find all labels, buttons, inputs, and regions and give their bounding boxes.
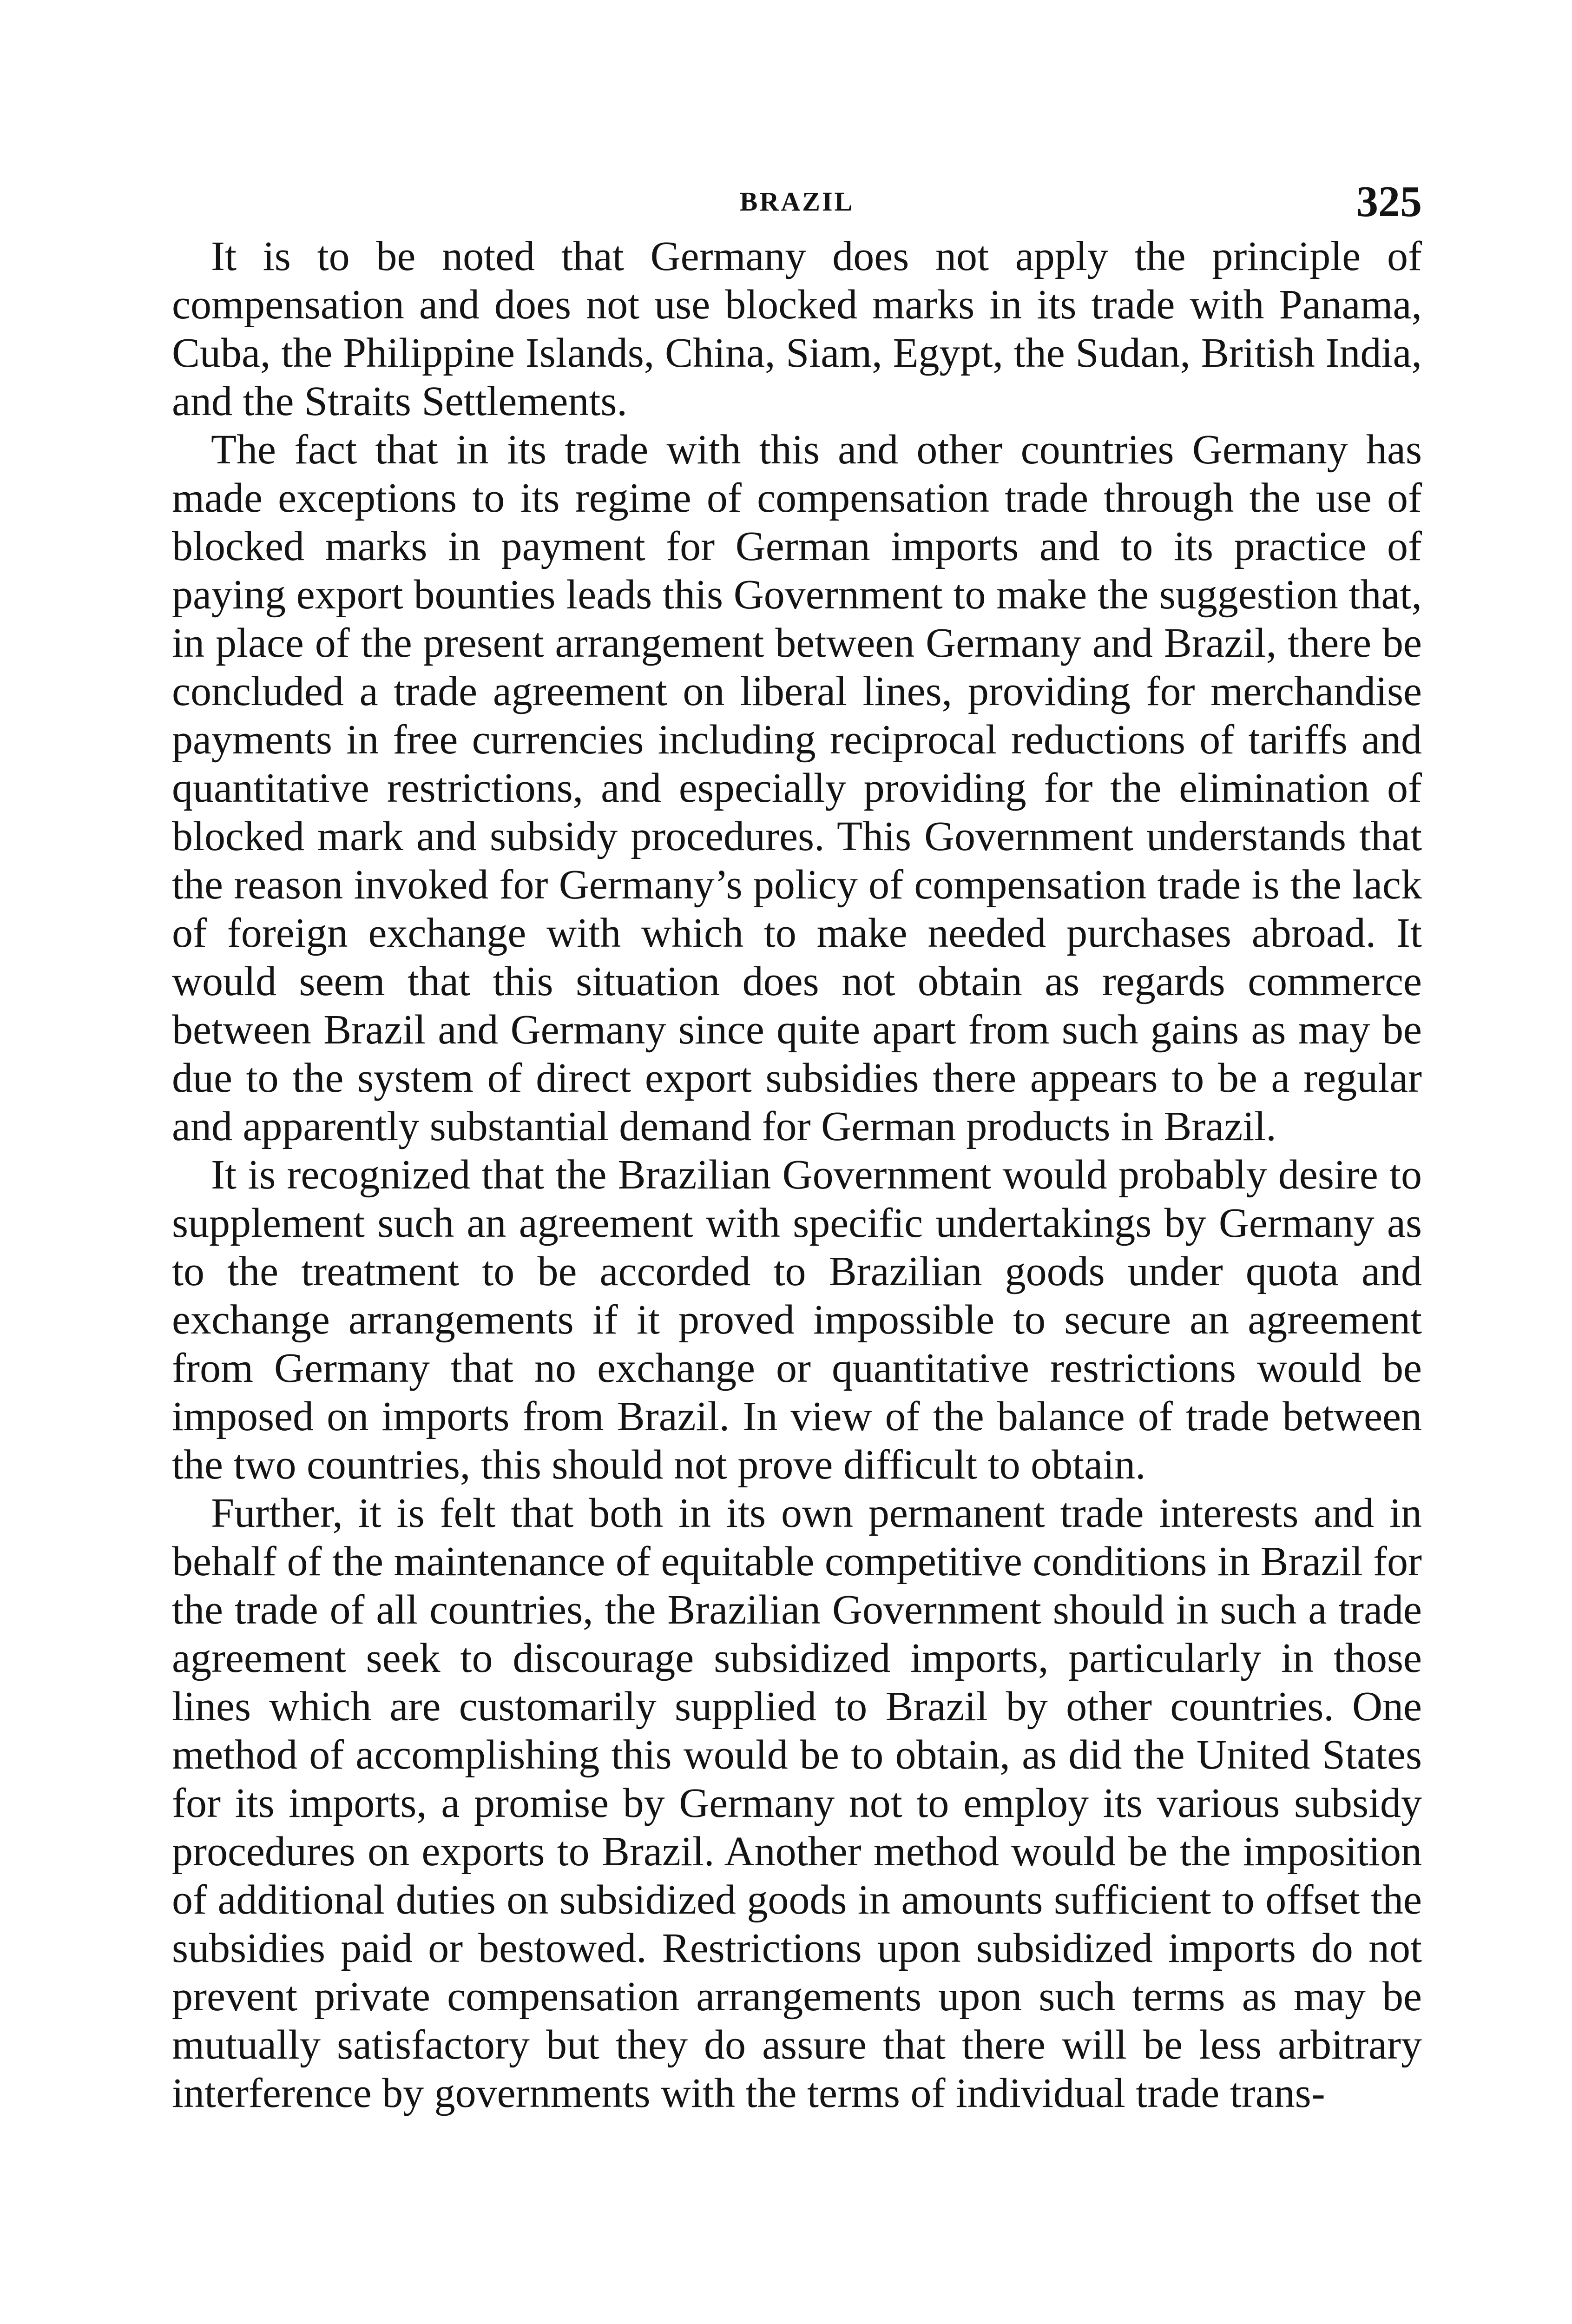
page-number: 325: [1356, 178, 1422, 226]
body-text: [172, 232, 1422, 2118]
running-header: [172, 177, 1422, 232]
paragraph-3: It is recognized that the Brazilian Government would probably desire to supplement such an agreement with specific undertakings by Germany as to the treatment to be accorded to Brazilian goods under quota and exchange arrangements if it proved impossible to secure an agreement from Germany that no exchange or quantitative restrictions would be imposed on imports from Brazil. In view of the balance of trade between the two countries, this should not prove difficult to obtain.: [172, 1152, 1422, 1488]
running-title: BRAZIL: [739, 186, 855, 217]
paragraph-4: Further, it is felt that both in its own permanent trade interests and in behalf of the maintenance of equitable competitive conditions in Brazil for the trade of all countries, the Brazilian Government should in such a trade agreement seek to discourage subsidized imports, particularly in those lines which are customarily supplied to Brazil by other countries. One method of accomplishing this would be to obtain, as did the United States for its imports, a promise by Germany not to employ its various subsidy procedures on exports to Brazil. Another method would be the imposition of additional duties on subsidized goods in amounts sufficient to offset the subsidies paid or bestowed. Restrictions upon subsidized imports do not prevent private compensation arrangements upon such terms as may be mutually satisfactory but they do assure that there will be less arbitrary interference by governments with the terms of individual trade trans-: [172, 1490, 1422, 2116]
document-page: [172, 177, 1422, 2118]
paragraph-2: The fact that in its trade with this and other countries Germany has made exceptions to its regime of compensation trade through the use of blocked marks in payment for German imports and to its practice of paying export bounties leads this Government to make the suggestion that, in place of the present arrangement between Germany and Brazil, there be concluded a trade agreement on liberal lines, providing for merchandise payments in free currencies including reciprocal reductions of tariffs and quantitative restrictions, and especially providing for the elimination of blocked mark and subsidy procedures. This Government understands that the reason invoked for Germany’s policy of compensation trade is the lack of foreign exchange with which to make needed purchases abroad. It would seem that this situation does not obtain as regards commerce between Brazil and Germany since quite apart from such gains as may be due to the system of direct export subsidies there appears to be a regular and apparently substantial demand for German products in Brazil.: [172, 427, 1422, 1149]
paragraph-1: It is to be noted that Germany does not apply the principle of compensation and does not use blocked marks in its trade with Panama, Cuba, the Philippine Islands, China, Siam, Egypt, the Sudan, British India, and the Straits Settlements.: [172, 233, 1422, 424]
